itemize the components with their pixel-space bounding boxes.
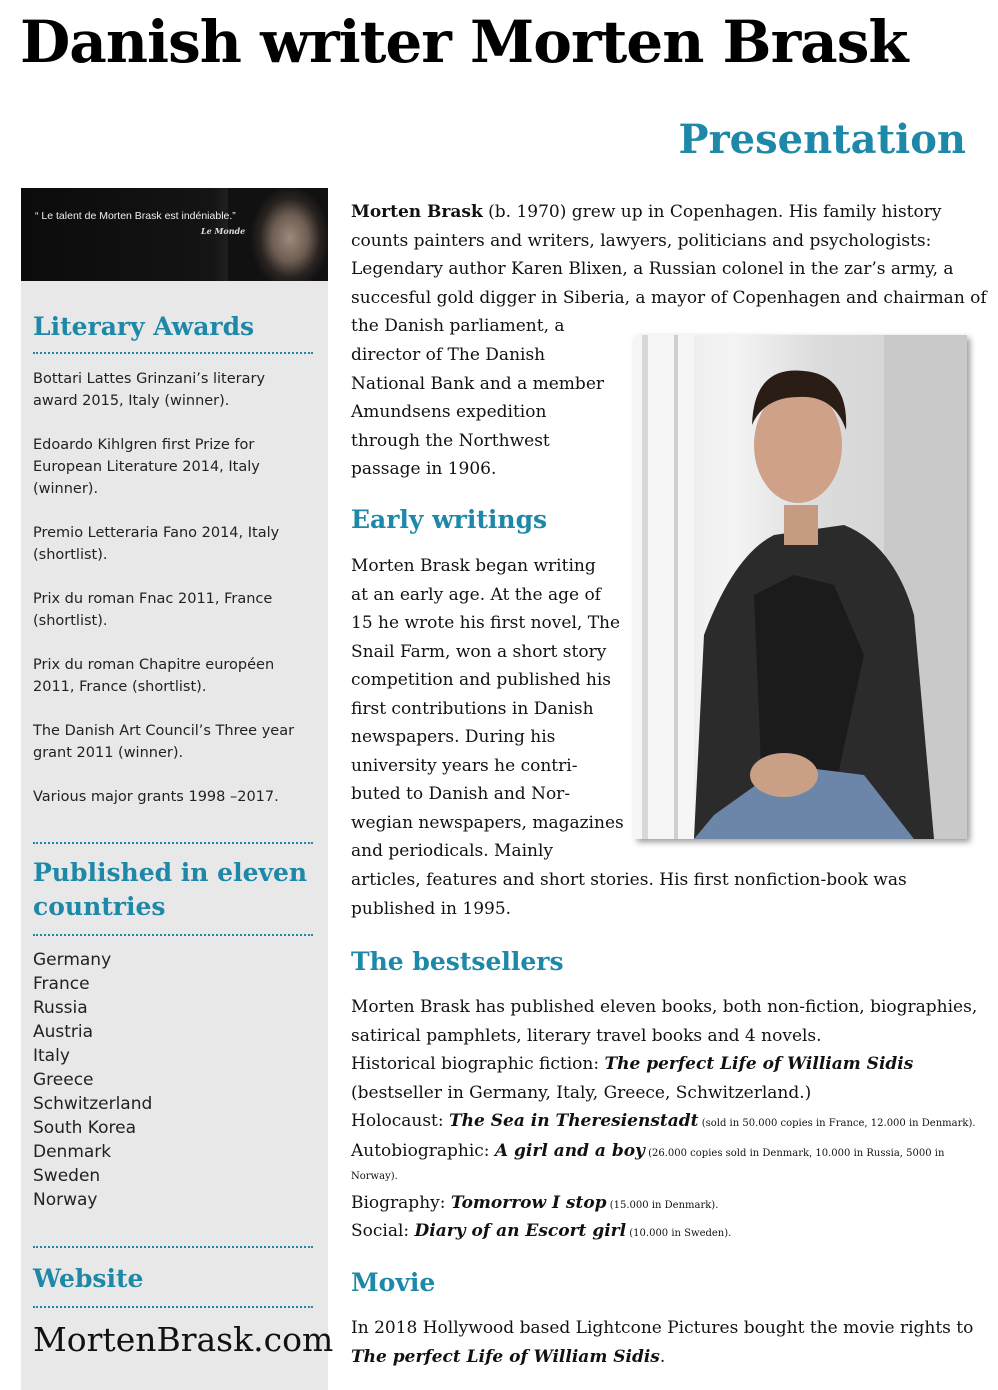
author-photo <box>634 335 967 839</box>
intro-line: the Danish parliament, a <box>351 316 565 336</box>
country-item: Germany <box>33 950 112 970</box>
website-heading: Website <box>33 1264 144 1293</box>
early-line: and periodicals. Mainly <box>351 841 554 861</box>
early-line: university years he contri- <box>351 755 578 776</box>
divider <box>33 352 313 354</box>
author-name: Morten Brask <box>351 202 483 222</box>
book-genre: Biography: <box>351 1193 451 1213</box>
country-item: Austria <box>33 1022 94 1042</box>
book-sales: (15.000 in Denmark). <box>606 1200 719 1211</box>
early-line: buted to Danish and Nor- <box>351 784 571 804</box>
banner-source: Le Monde <box>201 226 246 236</box>
divider <box>33 934 313 936</box>
awards-heading: Literary Awards <box>33 312 255 341</box>
early-line: competition and published his <box>351 670 612 690</box>
country-item: Italy <box>33 1046 70 1066</box>
book-sales: Norway). <box>351 1171 398 1182</box>
book-genre: Autobiographic: <box>351 1141 495 1161</box>
intro-line: National Bank and a member <box>351 373 604 394</box>
country-item: France <box>33 974 90 994</box>
quote-banner <box>21 188 328 281</box>
early-line: newspapers. During his <box>351 727 556 747</box>
intro-line: director of The Danish <box>351 345 546 365</box>
bestsellers-line: satirical pamphlets, literary travel books and 4 novels. <box>351 1025 822 1046</box>
early-line: Snail Farm, won a short story <box>351 641 607 662</box>
award-item: Various major grants 1998 –2017. <box>33 789 279 805</box>
divider <box>33 842 313 844</box>
intro-line: Amundsens expedition <box>351 402 547 422</box>
early-line: first contributions in Danish <box>351 698 594 719</box>
book-title: Tomorrow I stop <box>450 1193 607 1213</box>
award-item: Prix du roman Fnac 2011, France (shortlist). <box>33 591 273 629</box>
book-genre: Holocaust: <box>351 1111 450 1131</box>
book-genre: Social: <box>351 1221 415 1241</box>
movie-line-end: . <box>659 1347 666 1367</box>
intro-line: through the Northwest <box>351 430 550 451</box>
country-item: Russia <box>33 998 88 1018</box>
sidebar <box>21 188 334 1390</box>
divider <box>33 1246 313 1248</box>
divider <box>33 1306 313 1308</box>
early-line: wegian newspapers, magazines <box>351 812 624 833</box>
award-item: Prix du roman Chapitre européen 2011, France (shortlist). <box>33 657 275 695</box>
movie-line <box>351 1343 665 1372</box>
book-entry <box>351 1107 976 1139</box>
book-sales: (10.000 in Sweden). <box>626 1228 732 1239</box>
countries-list <box>33 948 152 1212</box>
award-item: The Danish Art Council’s Three year grant 2011 (winner). <box>33 723 295 761</box>
early-line: 15 he wrote his first novel, The <box>351 613 621 633</box>
country-item: Sweden <box>33 1166 101 1186</box>
early-line: at an early age. At the age of <box>351 584 601 605</box>
book-genre: Historical biographic fiction: <box>351 1054 605 1074</box>
book-entry <box>351 1189 718 1221</box>
intro-line: passage in 1906. <box>351 459 497 479</box>
intro-line: counts painters and writers, lawyers, politicians and psychologists: <box>351 230 932 251</box>
book-sales: (26.000 copies sold in Denmark, 10.000 in Russia, 5000 in <box>644 1148 945 1159</box>
early-line: articles, features and short stories. His first nonfiction-book was <box>351 870 907 890</box>
country-item: Denmark <box>33 1142 112 1162</box>
book-title: The perfect Life of William Sidis <box>604 1054 914 1074</box>
movie-line: In 2018 Hollywood based Lightcone Pictures bought the movie rights to <box>351 1318 974 1338</box>
banner-quote: “ Le talent de Morten Brask est indéniable.” <box>35 210 236 222</box>
book-title: Diary of an Escort girl <box>414 1221 627 1241</box>
intro-line <box>351 198 941 227</box>
page-title: Danish writer Morten Brask <box>20 8 908 76</box>
intro-line: Legendary author Karen Blixen, a Russian colonel in the zar’s army, a <box>351 259 954 279</box>
book-note: (bestseller in Germany, Italy, Greece, Schwitzerland.) <box>351 1082 812 1103</box>
book-entry <box>351 1050 913 1079</box>
section-heading-presentation: Presentation <box>678 116 966 163</box>
early-line: published in 1995. <box>351 899 512 919</box>
early-line: Morten Brask began writing <box>351 556 596 576</box>
country-item: Greece <box>33 1070 94 1090</box>
book-sales: (sold in 50.000 copies in France, 12.000 in Denmark). <box>698 1118 976 1129</box>
country-item: South Korea <box>33 1118 137 1138</box>
bestsellers-heading: The bestsellers <box>351 947 564 976</box>
intro-line: succesful gold digger in Siberia, a mayor of Copenhagen and chairman of <box>351 287 987 308</box>
bestsellers-line: Morten Brask has published eleven books, both non-fiction, biographies, <box>351 997 978 1017</box>
book-title: The Sea in Theresienstadt <box>449 1111 699 1131</box>
website-link[interactable]: MortenBrask.com <box>33 1320 334 1359</box>
book-title: A girl and a boy <box>494 1141 645 1161</box>
book-entry <box>351 1217 731 1249</box>
award-item: Premio Letteraria Fano 2014, Italy (shortlist). <box>33 525 280 563</box>
award-item: Bottari Lattes Grinzani’s literary award 2015, Italy (winner). <box>33 371 266 409</box>
movie-heading: Movie <box>351 1268 436 1297</box>
movie-title: The perfect Life of William Sidis <box>351 1347 660 1367</box>
award-item: Edoardo Kihlgren first Prize for European Literature 2014, Italy (winner). <box>33 437 260 497</box>
early-writings-heading: Early writings <box>351 505 548 534</box>
published-heading: Published in eleven countries <box>33 858 308 921</box>
book-entry <box>351 1137 944 1169</box>
intro-text: (b. 1970) grew up in Copenhagen. His family history <box>482 202 942 222</box>
country-item: Schwitzerland <box>33 1094 153 1114</box>
country-item: Norway <box>33 1190 98 1210</box>
